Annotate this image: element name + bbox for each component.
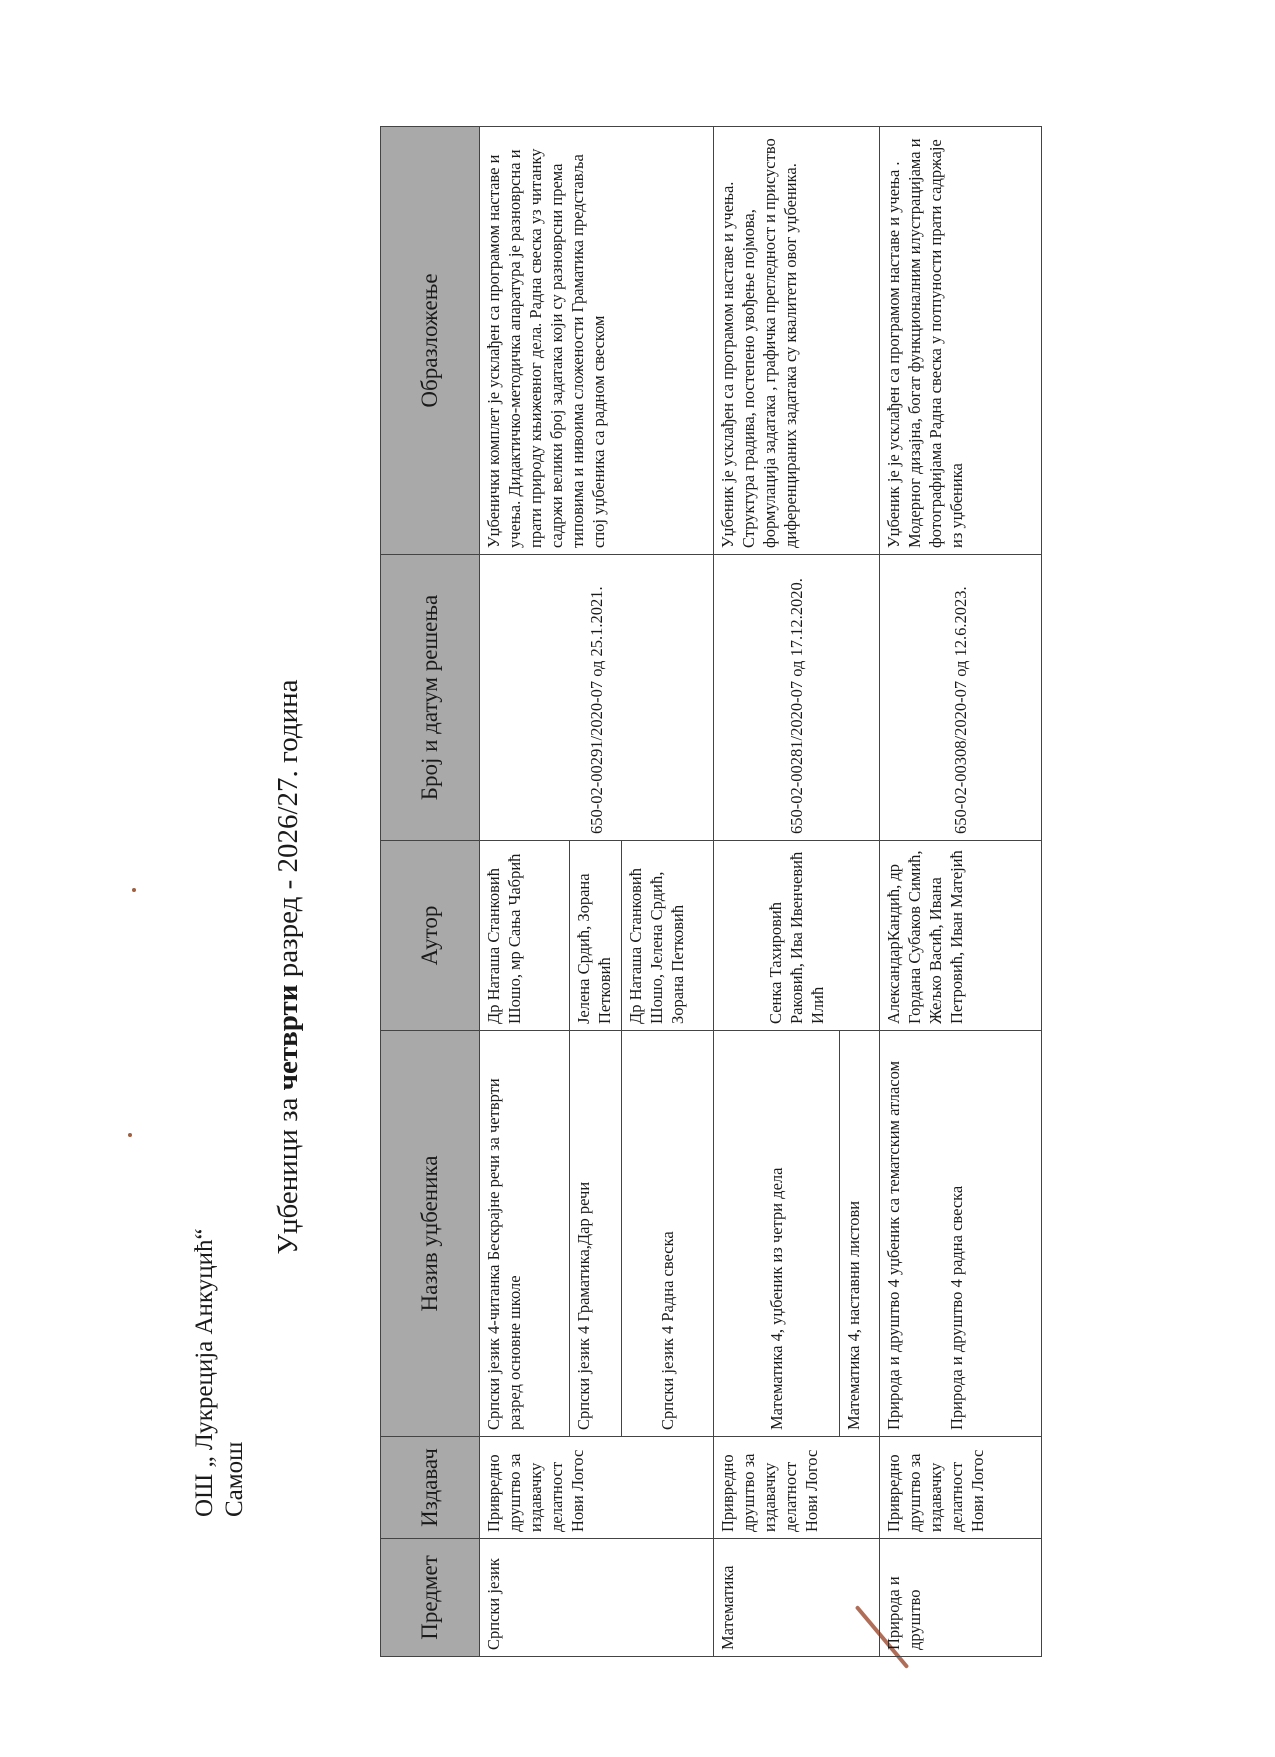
decision-cell: 650-02-00308/2020-07 од 12.6.2023. — [880, 555, 1042, 841]
book-title-cell: Српски језик 4 Граматика,Дар речи — [570, 1031, 622, 1437]
book-title-cell: Математика 4, наставни листови — [840, 1031, 880, 1437]
table-row — [480, 127, 570, 1657]
stray-dot — [132, 888, 136, 892]
col-header-title: Назив уџбеника — [381, 1031, 480, 1437]
decision-cell: 650-02-00281/2020-07 од 17.12.2020. — [714, 555, 880, 841]
textbooks-table — [380, 126, 1042, 1657]
explanation-cell: Уџбенички комплет је усклађен са програмом наставе и учења. Дидактичко-методичка апаратура је разноврсна и прати природу књижевног дела. Радна свеска уз читанку садржи велики број задатака који су разноврсни према типовима и нивоима сложености Граматика представља спој уџбеника са радном свеском — [480, 127, 714, 555]
col-header-decision: Број и датум решења — [381, 555, 480, 841]
author-cell: Др Наташа Станковић Шошо, мр Сања Чабрић — [480, 841, 570, 1031]
col-header-publisher: Издавач — [381, 1437, 480, 1539]
school-place: Самош — [221, 1441, 248, 1517]
title-prefix: Уџбеници за — [272, 1097, 304, 1255]
page-title — [272, 177, 305, 1757]
school-header — [190, 1228, 250, 1517]
subject-cell: Природа и друштво — [880, 1539, 1042, 1657]
author-cell: Др Наташа Станковић Шошо, Јелена Срдић, Зорана Петковић — [622, 841, 714, 1031]
author-cell: Сенка Тахировић Раковић, Ива Ивенчевић Илић — [714, 841, 880, 1031]
col-header-subject: Предмет — [381, 1539, 480, 1657]
school-name: ОШ „ Лукреција Анкуцић“ — [191, 1228, 218, 1517]
col-header-author: Аутор — [381, 841, 480, 1031]
subject-cell: Српски језик — [480, 1539, 714, 1657]
table-header-row — [381, 127, 480, 1657]
book-title-cell: Математика 4, уџбеник из четри дела — [714, 1031, 840, 1437]
table-row — [880, 127, 1042, 1657]
title-suffix: разред - 2026/27. година — [272, 679, 304, 978]
author-cell: АлександарКандић, др Гордана Субаков Симић, Жељко Васић, Ивана Петровић, Иван Матејић — [880, 841, 1042, 1031]
col-header-explanation: Образложење — [381, 127, 480, 555]
book-title-cell: Српски језик 4 Радна свеска — [622, 1031, 714, 1437]
stray-dot — [128, 1133, 132, 1137]
subject-cell: Математика — [714, 1539, 880, 1657]
spacer — [904, 1037, 946, 1430]
book-title-cell: Српски језик 4-читанка Бескрајне речи за четврти разред основне школе — [480, 1031, 570, 1437]
book-title-line: Природа и друштво 4 радна свеска — [947, 1185, 966, 1430]
explanation-cell: Уџбеник је усклађен са програмом наставе и учења. Структура градива, постепено увођење појмова, формулација задатака , графичка прегледност и присуство диференцираних задатака су квалитети овог уџбеника. — [714, 127, 880, 555]
title-bold: четврти — [272, 984, 304, 1091]
publisher-cell: Привредно друштво за издавачку делатност Нови Логос — [714, 1437, 880, 1539]
explanation-cell: Уџбеник је је усклађен са програмом наставе и учења . Модерног дизајна, богат функционалним илустрацијама и фотографијама Радна свеска у потпуности прати садржаје из уџбеника — [880, 127, 1042, 555]
publisher-cell: Привредно друштво за издавачку делатност Нови Логос — [880, 1437, 1042, 1539]
decision-cell: 650-02-00291/2020-07 од 25.1.2021. — [480, 555, 714, 841]
book-title-cell — [880, 1031, 1042, 1437]
book-title-line: Природа и друштво 4 уџбеник са тематским атласом — [884, 1060, 903, 1430]
table-row — [714, 127, 840, 1657]
author-cell: Јелена Срдић, Зорана Петковић — [570, 841, 622, 1031]
publisher-cell: Привредно друштво за издавачку делатност Нови Логос — [480, 1437, 714, 1539]
